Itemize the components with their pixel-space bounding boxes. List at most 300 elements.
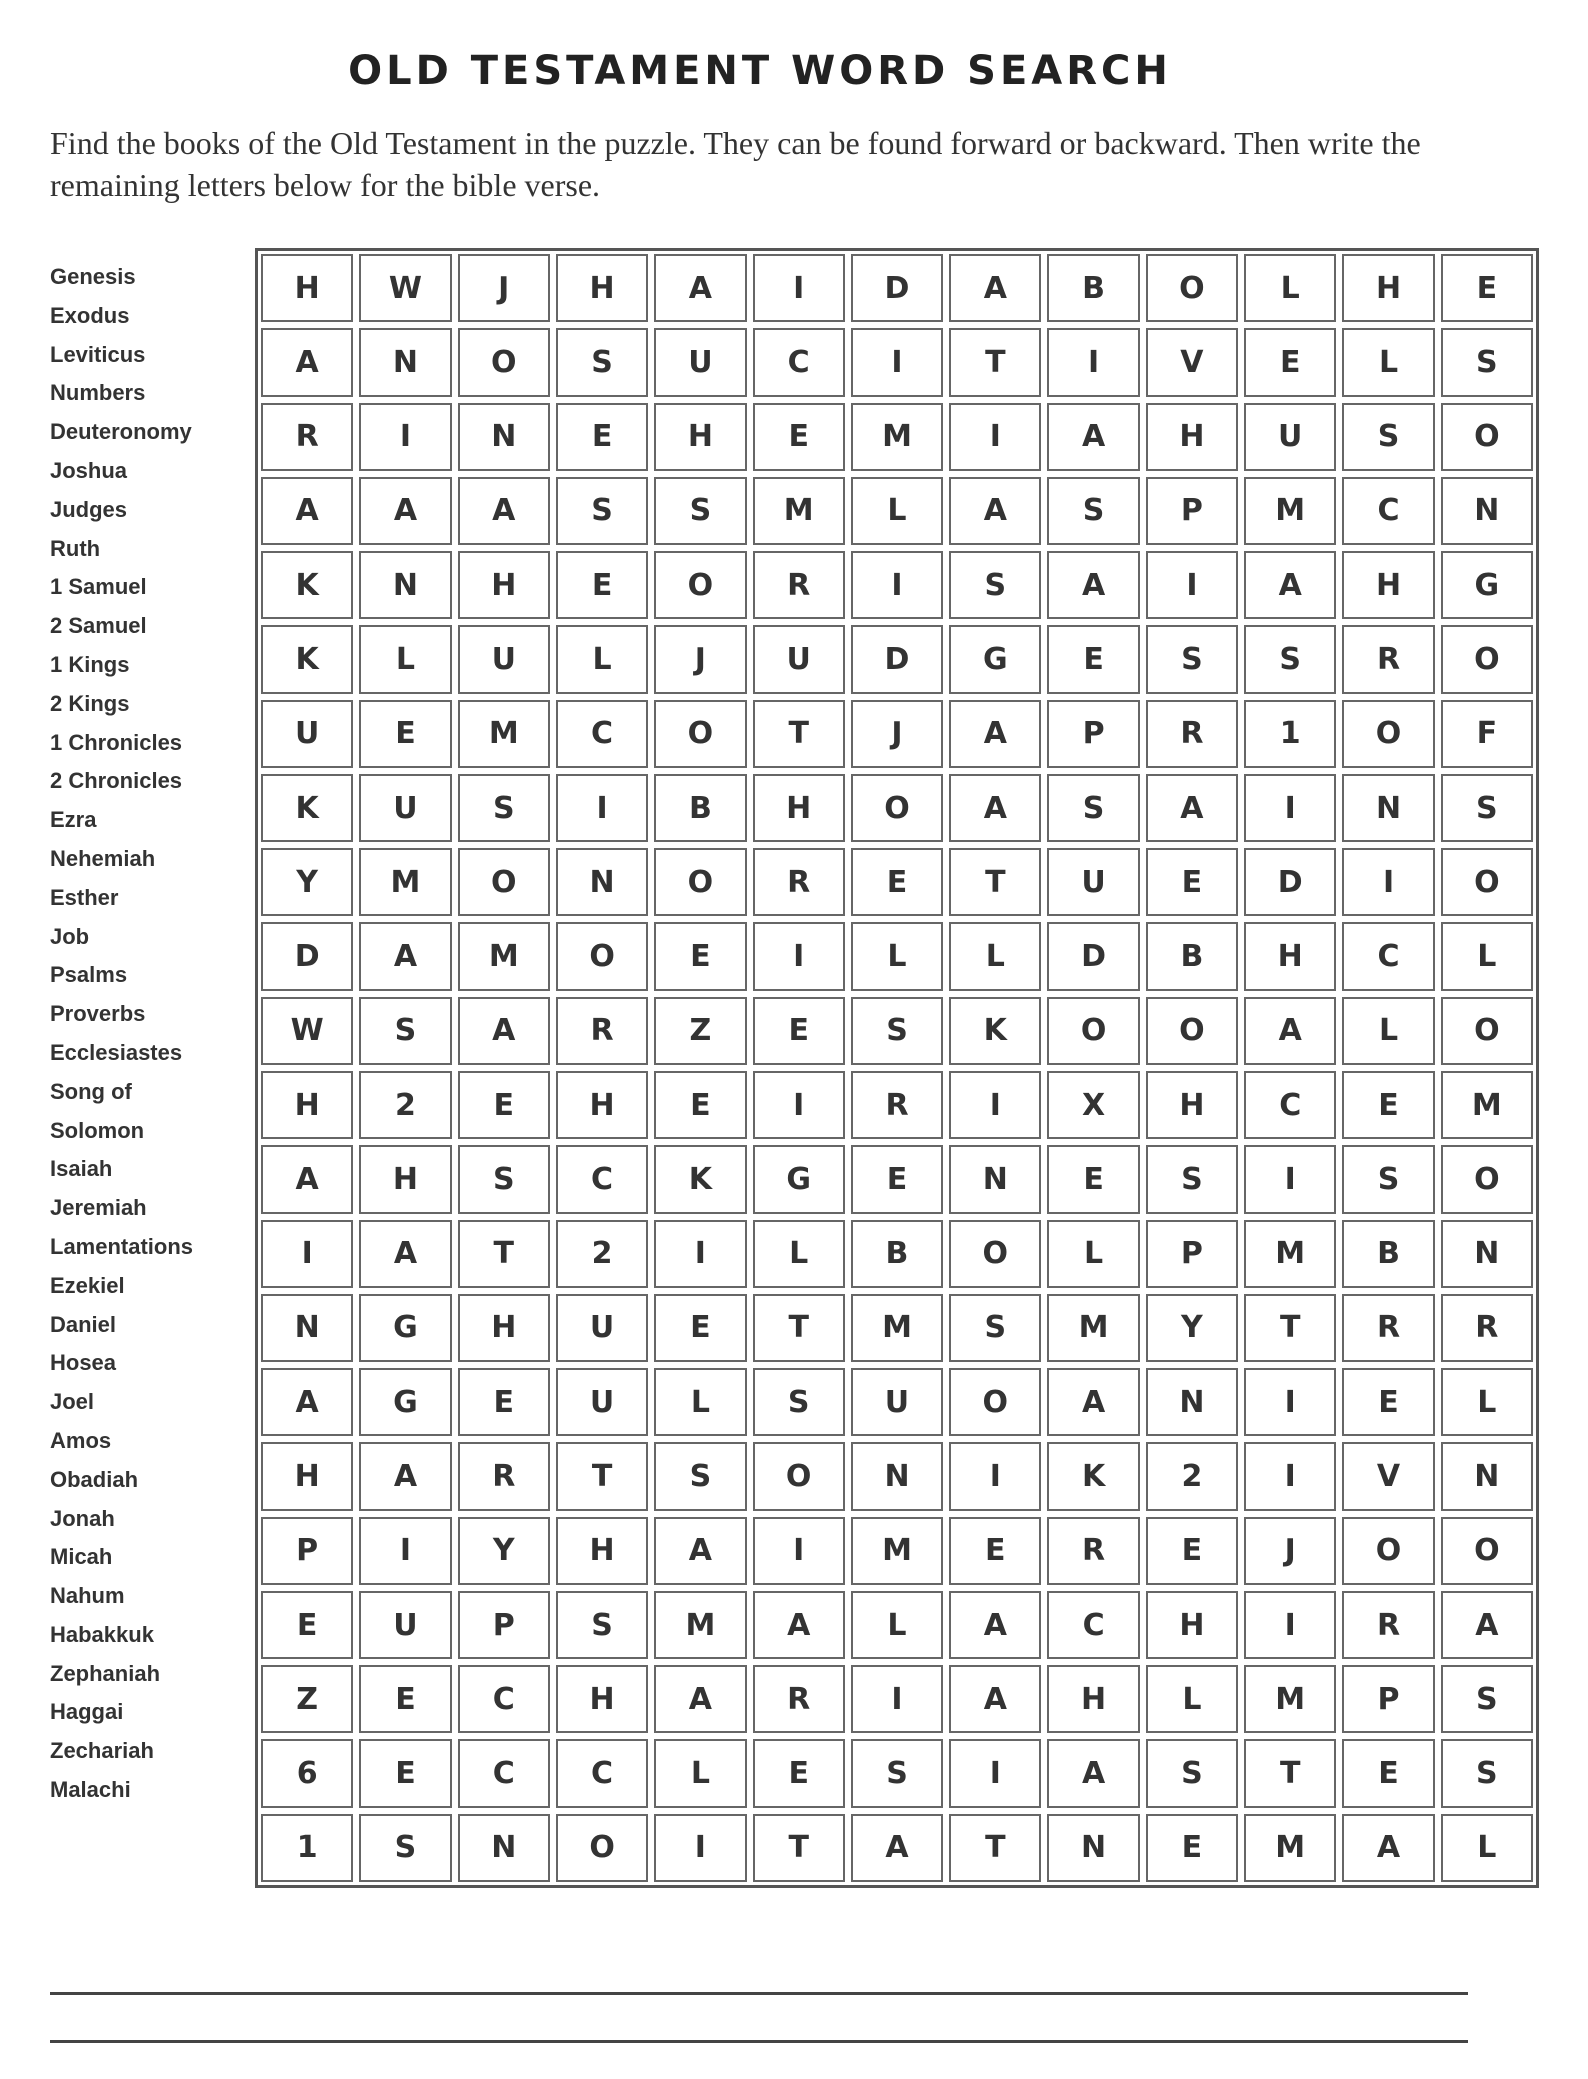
word-list-item: Zechariah	[50, 1738, 154, 1764]
word-list-item: Psalms	[50, 962, 128, 988]
grid-cell: T	[949, 848, 1041, 916]
grid-cell: A	[949, 700, 1041, 768]
grid-cell: F	[1441, 700, 1533, 768]
grid-cell: Y	[261, 848, 353, 916]
word-list-item: Genesis	[50, 264, 136, 289]
grid-cell: S	[1146, 1739, 1238, 1807]
grid-cell: U	[458, 625, 550, 693]
grid-cell: I	[261, 1220, 353, 1288]
grid-cell: E	[851, 1145, 943, 1213]
grid-cell: R	[1342, 1294, 1434, 1362]
grid-cell: H	[261, 1442, 353, 1510]
grid-cell: A	[949, 477, 1041, 545]
grid-cell: A	[654, 1665, 746, 1733]
grid-cell: T	[753, 1294, 845, 1362]
word-list-item: Ecclesiastes	[50, 1039, 183, 1065]
grid-cell: S	[1441, 774, 1533, 842]
grid-cell: E	[1146, 1517, 1238, 1585]
word-list-item: 1 Samuel	[50, 574, 147, 600]
grid-cell: M	[1047, 1294, 1139, 1362]
grid-cell: C	[753, 328, 845, 396]
grid-cell: P	[1047, 700, 1139, 768]
grid-cell: E	[1342, 1368, 1434, 1436]
grid-cell: A	[1342, 1814, 1434, 1882]
grid-cell: O	[1441, 403, 1533, 471]
grid-cell: C	[458, 1739, 550, 1807]
grid-cell: S	[753, 1368, 845, 1436]
grid-cell: A	[949, 774, 1041, 842]
grid-cell: R	[851, 1071, 943, 1139]
answer-line-1	[50, 1992, 1468, 1995]
grid-cell: A	[1244, 997, 1336, 1065]
grid-cell: N	[949, 1145, 1041, 1213]
grid-cell: A	[1047, 551, 1139, 619]
grid-cell: T	[1244, 1294, 1336, 1362]
grid-cell: L	[851, 477, 943, 545]
grid-cell: H	[359, 1145, 451, 1213]
grid-cell: I	[359, 403, 451, 471]
grid-cell: A	[261, 1145, 353, 1213]
grid-cell: S	[1146, 1145, 1238, 1213]
grid-cell: H	[261, 1071, 353, 1139]
grid-cell: W	[359, 254, 451, 322]
grid-cell: C	[1047, 1591, 1139, 1659]
grid-cell: E	[753, 403, 845, 471]
grid-cell: U	[556, 1294, 648, 1362]
grid-cell: P	[1146, 477, 1238, 545]
grid-cell: T	[949, 328, 1041, 396]
grid-cell: E	[851, 848, 943, 916]
grid-cell: N	[359, 551, 451, 619]
grid-cell: H	[556, 1517, 648, 1585]
grid-cell: K	[949, 997, 1041, 1065]
grid-cell: I	[753, 922, 845, 990]
grid-cell: E	[753, 997, 845, 1065]
grid-cell: O	[1146, 997, 1238, 1065]
grid-cell: I	[949, 403, 1041, 471]
grid-cell: C	[556, 1145, 648, 1213]
grid-cell: S	[851, 1739, 943, 1807]
word-list-item: Isaiah	[50, 1156, 113, 1182]
grid-cell: H	[1047, 1665, 1139, 1733]
grid-cell: M	[1244, 1220, 1336, 1288]
grid-cell: I	[654, 1814, 746, 1882]
grid-cell: S	[556, 1591, 648, 1659]
grid-cell: S	[1342, 403, 1434, 471]
grid-cell: O	[1441, 625, 1533, 693]
grid-cell: E	[949, 1517, 1041, 1585]
grid-cell: S	[949, 551, 1041, 619]
grid-cell: U	[556, 1368, 648, 1436]
grid-cell: Z	[261, 1665, 353, 1733]
grid-cell: C	[1342, 922, 1434, 990]
grid-cell: L	[1244, 254, 1336, 322]
grid-cell: M	[851, 1517, 943, 1585]
grid-cell: O	[753, 1442, 845, 1510]
grid-cell: J	[851, 700, 943, 768]
word-list-item: Haggai	[50, 1699, 124, 1725]
word-list-item: Lamentations	[50, 1233, 194, 1259]
grid-cell: O	[556, 922, 648, 990]
grid-cell: S	[556, 477, 648, 545]
grid-cell: I	[1244, 774, 1336, 842]
word-list-item: Song of	[50, 1078, 132, 1104]
grid-cell: S	[654, 1442, 746, 1510]
grid-cell: C	[458, 1665, 550, 1733]
grid-cell: A	[1047, 403, 1139, 471]
grid-cell: E	[359, 1665, 451, 1733]
grid-cell: M	[753, 477, 845, 545]
grid-cell: C	[1342, 477, 1434, 545]
grid-cell: M	[1244, 477, 1336, 545]
grid-cell: 6	[261, 1739, 353, 1807]
grid-cell: M	[851, 403, 943, 471]
grid-cell: M	[359, 848, 451, 916]
grid-cell: Y	[458, 1517, 550, 1585]
grid-cell: D	[851, 625, 943, 693]
grid-cell: O	[1441, 1145, 1533, 1213]
word-list-item: Jeremiah	[50, 1195, 147, 1221]
grid-cell: S	[1441, 1739, 1533, 1807]
grid-cell: N	[458, 1814, 550, 1882]
grid-cell: O	[654, 700, 746, 768]
grid-cell: J	[1244, 1517, 1336, 1585]
grid-cell: K	[261, 625, 353, 693]
grid-cell: D	[261, 922, 353, 990]
grid-cell: L	[556, 625, 648, 693]
word-list-item: Job	[50, 923, 90, 949]
grid-cell: I	[1047, 328, 1139, 396]
grid-cell: N	[1441, 1220, 1533, 1288]
grid-cell: Z	[654, 997, 746, 1065]
grid-cell: R	[753, 848, 845, 916]
book-word-list	[50, 258, 240, 1810]
grid-cell: S	[949, 1294, 1041, 1362]
grid-cell: U	[261, 700, 353, 768]
grid-cell: N	[458, 403, 550, 471]
grid-cell: H	[1342, 254, 1434, 322]
grid-cell: C	[1244, 1071, 1336, 1139]
grid-cell: A	[261, 477, 353, 545]
grid-cell: K	[1047, 1442, 1139, 1510]
word-list-item: Nahum	[50, 1583, 125, 1609]
grid-cell: G	[949, 625, 1041, 693]
word-list-item: Numbers	[50, 380, 146, 406]
word-list-item: 2 Kings	[50, 690, 130, 716]
grid-cell: C	[556, 700, 648, 768]
grid-cell: P	[1146, 1220, 1238, 1288]
grid-cell: R	[261, 403, 353, 471]
word-list-item: Judges	[50, 496, 128, 522]
word-list-item: 2 Samuel	[50, 613, 147, 639]
grid-cell: I	[654, 1220, 746, 1288]
grid-cell: M	[458, 700, 550, 768]
grid-cell: 1	[1244, 700, 1336, 768]
instructions-text: Find the books of the Old Testament in the puzzle. They can be found forward or backward. Then write the remaining letters below for the bible verse.	[50, 125, 1421, 203]
grid-cell: P	[261, 1517, 353, 1585]
grid-cell: E	[1342, 1739, 1434, 1807]
grid-cell: T	[949, 1814, 1041, 1882]
grid-cell: P	[458, 1591, 550, 1659]
grid-cell: S	[556, 328, 648, 396]
grid-cell: K	[261, 774, 353, 842]
grid-cell: H	[556, 1071, 648, 1139]
grid-cell: O	[1441, 1517, 1533, 1585]
grid-cell: R	[1441, 1294, 1533, 1362]
grid-cell: S	[359, 997, 451, 1065]
grid-cell: R	[556, 997, 648, 1065]
grid-cell: E	[359, 700, 451, 768]
grid-cell: L	[654, 1368, 746, 1436]
grid-cell: I	[851, 551, 943, 619]
grid-cell: R	[753, 551, 845, 619]
grid-cell: T	[753, 700, 845, 768]
grid-cell: L	[1342, 328, 1434, 396]
grid-cell: A	[359, 1442, 451, 1510]
grid-cell: O	[1146, 254, 1238, 322]
grid-cell: R	[1342, 1591, 1434, 1659]
grid-cell: L	[1441, 922, 1533, 990]
grid-cell: B	[1146, 922, 1238, 990]
grid-cell: 1	[261, 1814, 353, 1882]
grid-cell: U	[359, 774, 451, 842]
grid-cell: E	[753, 1739, 845, 1807]
grid-cell: A	[458, 997, 550, 1065]
grid-cell: S	[654, 477, 746, 545]
word-list-item: Micah	[50, 1544, 113, 1570]
word-list-item: Zephaniah	[50, 1660, 161, 1686]
grid-cell: E	[556, 551, 648, 619]
grid-cell: U	[753, 625, 845, 693]
grid-cell: A	[1441, 1591, 1533, 1659]
grid-cell: E	[458, 1071, 550, 1139]
grid-cell: E	[654, 922, 746, 990]
grid-cell: H	[1244, 922, 1336, 990]
grid-cell: E	[1342, 1071, 1434, 1139]
grid-cell: T	[458, 1220, 550, 1288]
word-list-item: Jonah	[50, 1505, 115, 1531]
grid-cell: 2	[1146, 1442, 1238, 1510]
grid-cell: E	[1047, 625, 1139, 693]
grid-cell: A	[261, 1368, 353, 1436]
grid-cell: B	[1342, 1220, 1434, 1288]
grid-cell: A	[1244, 551, 1336, 619]
word-list-item: Joshua	[50, 457, 128, 483]
grid-cell: K	[654, 1145, 746, 1213]
grid-cell: O	[949, 1368, 1041, 1436]
grid-cell: A	[359, 477, 451, 545]
grid-cell: S	[851, 997, 943, 1065]
grid-cell: R	[458, 1442, 550, 1510]
grid-cell: R	[1047, 1517, 1139, 1585]
grid-cell: U	[851, 1368, 943, 1436]
word-list-item: Obadiah	[50, 1466, 139, 1492]
grid-cell: I	[1244, 1442, 1336, 1510]
grid-cell: H	[1146, 403, 1238, 471]
grid-cell: E	[1244, 328, 1336, 396]
grid-cell: I	[1146, 551, 1238, 619]
grid-cell: M	[458, 922, 550, 990]
grid-cell: H	[654, 403, 746, 471]
grid-cell: M	[1441, 1071, 1533, 1139]
grid-cell: U	[1047, 848, 1139, 916]
grid-cell: H	[458, 1294, 550, 1362]
grid-cell: T	[556, 1442, 648, 1510]
grid-cell: U	[359, 1591, 451, 1659]
grid-cell: H	[1342, 551, 1434, 619]
grid-cell: D	[1244, 848, 1336, 916]
grid-cell: O	[654, 551, 746, 619]
grid-cell: N	[851, 1442, 943, 1510]
grid-cell: A	[753, 1591, 845, 1659]
grid-cell: O	[1047, 997, 1139, 1065]
grid-cell: I	[1342, 848, 1434, 916]
grid-cell: I	[753, 1071, 845, 1139]
grid-cell: O	[1441, 997, 1533, 1065]
grid-cell: N	[359, 328, 451, 396]
grid-cell: O	[556, 1814, 648, 1882]
grid-cell: N	[1441, 1442, 1533, 1510]
grid-cell: A	[458, 477, 550, 545]
grid-cell: H	[1146, 1591, 1238, 1659]
grid-cell: R	[1146, 700, 1238, 768]
grid-cell: I	[1244, 1368, 1336, 1436]
word-list-item: Hosea	[50, 1350, 117, 1376]
grid-cell: W	[261, 997, 353, 1065]
word-list-item: Nehemiah	[50, 845, 156, 871]
word-list-item: Malachi	[50, 1777, 131, 1803]
grid-cell: B	[851, 1220, 943, 1288]
word-list-item: Esther	[50, 884, 119, 910]
grid-cell: L	[654, 1739, 746, 1807]
grid-cell: E	[1146, 1814, 1238, 1882]
grid-cell: 2	[359, 1071, 451, 1139]
grid-cell: I	[1244, 1145, 1336, 1213]
word-list-item: 2 Chronicles	[50, 768, 183, 794]
grid-cell: A	[654, 254, 746, 322]
grid-cell: H	[261, 254, 353, 322]
grid-cell: E	[1047, 1145, 1139, 1213]
grid-cell: E	[359, 1739, 451, 1807]
word-list-item: Joel	[50, 1389, 95, 1415]
grid-cell: M	[1244, 1665, 1336, 1733]
word-list-item: Proverbs	[50, 1001, 146, 1027]
grid-cell: M	[1244, 1814, 1336, 1882]
grid-cell: O	[458, 328, 550, 396]
word-list-item: Exodus	[50, 302, 130, 328]
page-title: OLD TESTAMENT WORD SEARCH	[348, 48, 1172, 94]
grid-cell: D	[851, 254, 943, 322]
grid-cell: S	[1441, 328, 1533, 396]
grid-cell: V	[1146, 328, 1238, 396]
grid-cell: I	[851, 328, 943, 396]
grid-cell: I	[753, 1517, 845, 1585]
grid-cell: H	[458, 551, 550, 619]
grid-cell: A	[1047, 1739, 1139, 1807]
grid-cell: N	[1441, 477, 1533, 545]
grid-cell: I	[949, 1071, 1041, 1139]
grid-cell: A	[1047, 1368, 1139, 1436]
grid-cell: M	[851, 1294, 943, 1362]
grid-cell: P	[1342, 1665, 1434, 1733]
grid-cell: S	[458, 1145, 550, 1213]
grid-cell: A	[359, 1220, 451, 1288]
grid-cell: E	[1441, 254, 1533, 322]
grid-cell: L	[1342, 997, 1434, 1065]
grid-cell: E	[1146, 848, 1238, 916]
grid-cell: O	[458, 848, 550, 916]
grid-cell: S	[1146, 625, 1238, 693]
grid-cell: H	[556, 254, 648, 322]
grid-cell: O	[1342, 700, 1434, 768]
grid-cell: V	[1342, 1442, 1434, 1510]
grid-cell: I	[949, 1739, 1041, 1807]
grid-cell: T	[753, 1814, 845, 1882]
grid-cell: H	[556, 1665, 648, 1733]
grid-cell: O	[654, 848, 746, 916]
grid-cell: E	[458, 1368, 550, 1436]
grid-cell: A	[851, 1814, 943, 1882]
grid-cell: K	[261, 551, 353, 619]
grid-cell: G	[359, 1368, 451, 1436]
word-list-item: Solomon	[50, 1117, 145, 1143]
grid-cell: N	[261, 1294, 353, 1362]
grid-cell: O	[1342, 1517, 1434, 1585]
word-list-item: Deuteronomy	[50, 419, 192, 445]
word-list-item: Leviticus	[50, 341, 146, 367]
grid-cell: U	[1244, 403, 1336, 471]
grid-cell: G	[359, 1294, 451, 1362]
grid-cell: H	[1146, 1071, 1238, 1139]
grid-cell: I	[851, 1665, 943, 1733]
grid-cell: C	[556, 1739, 648, 1807]
grid-cell: U	[654, 328, 746, 396]
word-list-item: Habakkuk	[50, 1621, 154, 1647]
grid-cell: O	[851, 774, 943, 842]
word-list-item: Ezra	[50, 807, 97, 833]
grid-cell: H	[753, 774, 845, 842]
grid-cell: R	[753, 1665, 845, 1733]
grid-cell: I	[949, 1442, 1041, 1510]
grid-cell: A	[359, 922, 451, 990]
grid-cell: B	[1047, 254, 1139, 322]
grid-cell: J	[654, 625, 746, 693]
grid-cell: A	[261, 328, 353, 396]
grid-cell: I	[753, 254, 845, 322]
grid-cell: N	[1146, 1368, 1238, 1436]
grid-cell: X	[1047, 1071, 1139, 1139]
word-list-item: Amos	[50, 1427, 112, 1453]
grid-cell: A	[949, 1665, 1041, 1733]
grid-cell: L	[1441, 1814, 1533, 1882]
grid-cell: E	[261, 1591, 353, 1659]
grid-cell: T	[1244, 1739, 1336, 1807]
answer-line-2	[50, 2040, 1468, 2043]
grid-cell: N	[1342, 774, 1434, 842]
grid-cell: O	[1441, 848, 1533, 916]
grid-cell: O	[949, 1220, 1041, 1288]
grid-cell: R	[1342, 625, 1434, 693]
grid-cell: L	[1146, 1665, 1238, 1733]
grid-cell: E	[654, 1294, 746, 1362]
grid-cell: L	[1441, 1368, 1533, 1436]
grid-cell: G	[753, 1145, 845, 1213]
grid-cell: I	[359, 1517, 451, 1585]
grid-cell: J	[458, 254, 550, 322]
word-list-item: Daniel	[50, 1311, 117, 1337]
grid-cell: S	[1244, 625, 1336, 693]
grid-cell: I	[556, 774, 648, 842]
